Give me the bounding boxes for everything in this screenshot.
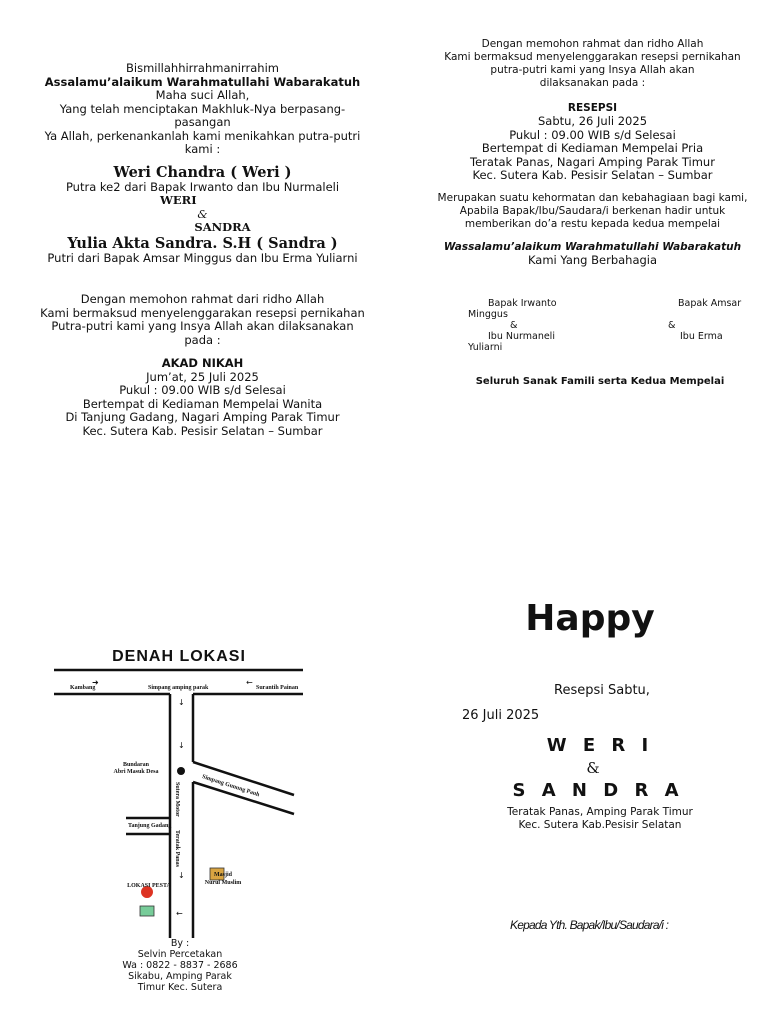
bride-full-name: Yulia Akta Sandra. S.H ( Sandra ) bbox=[67, 234, 338, 252]
intro-line-3: putra-putri kami yang Insya Allah akan dilaksanakan pada : bbox=[490, 64, 695, 89]
prayer-line: Ya Allah, perkenankanlah kami menikahkan putra-putri kami : bbox=[44, 128, 361, 156]
label-surantih: Surantih Painan bbox=[256, 685, 299, 691]
cover-date: 26 Juli 2025 bbox=[462, 708, 540, 723]
groom-parents: Putra ke2 dari Bapak Irwanto dan Ibu Nurmaleli bbox=[65, 179, 340, 194]
honor-line-1: Merupakan suatu kehormatan dan kebahagiaan bagi kami, bbox=[437, 191, 748, 204]
arrow-right-icon: ➜ bbox=[92, 678, 99, 687]
cover-amp: & bbox=[586, 759, 600, 777]
recipient-label: Kepada Yth. Bapak/Ibu/Saudara/i : bbox=[510, 918, 669, 932]
label-lokasi: LOKASI PESTA bbox=[127, 883, 171, 889]
resepsi-time: Pukul : 09.00 WIB s/d Selesai bbox=[509, 127, 676, 142]
label-sutera: Sutera Motor bbox=[174, 782, 180, 817]
bride-father: Bapak Amsar bbox=[678, 298, 742, 309]
printer-by: By : bbox=[170, 938, 190, 949]
cover-address-1: Teratak Panas, Amping Parak Timur bbox=[507, 806, 693, 818]
groom-father-cont: Minggus bbox=[468, 309, 508, 320]
closing-salam: Wassalamu’alaikum Warahmatullahi Wabarakatuh bbox=[443, 240, 742, 253]
label-simpang-gunung: Simpang Gunung Pauh bbox=[201, 774, 261, 799]
happy-family-label: Kami Yang Berbahagia bbox=[527, 252, 658, 267]
honor-line-2: Apabila Bapak/Ibu/Saudara/i berkenan hadir untuk bbox=[459, 204, 726, 217]
akad-place-3: Kec. Sutera Kab. Pesisir Selatan – Sumbar bbox=[82, 423, 323, 438]
label-kambang: Kambang bbox=[70, 685, 96, 691]
arrow-down-icon: ↓ bbox=[178, 741, 185, 750]
arrow-left-icon: ← bbox=[246, 678, 253, 687]
label-teratak: Teratak Panas bbox=[174, 830, 180, 867]
intro-line-1: Dengan memohon rahmat dan ridho Allah bbox=[481, 38, 704, 50]
bride-mother: Ibu Erma bbox=[680, 331, 723, 342]
resepsi-title: RESEPSI bbox=[567, 102, 618, 114]
location-map bbox=[48, 640, 310, 940]
family-block-groom bbox=[468, 298, 588, 353]
happy-title: Happy bbox=[525, 598, 655, 639]
groom-mother: Ibu Nurmaneli bbox=[488, 331, 555, 342]
label-masjid-1: Masjid bbox=[214, 872, 232, 878]
resepsi-date: Sabtu, 26 Juli 2025 bbox=[537, 114, 648, 128]
resepsi-place-3: Kec. Sutera Kab. Pesisir Selatan – Sumbar bbox=[472, 168, 713, 182]
bride-short-name: SANDRA bbox=[194, 220, 251, 234]
bride-parents: Putri dari Bapak Amsar Minggus dan Ibu Erma Yuliarni bbox=[47, 250, 358, 265]
groom-mother-cont: Yuliarni bbox=[468, 342, 503, 353]
akad-place-1: Bertempat di Kediaman Mempelai Wanita bbox=[82, 396, 323, 411]
arrow-left-icon: ← bbox=[176, 909, 183, 918]
akad-title: AKAD NIKAH bbox=[161, 356, 244, 370]
bismillah: Bismillahhirrahmanirrahim bbox=[126, 61, 279, 75]
ampersand: & bbox=[197, 206, 208, 221]
roundabout-icon bbox=[177, 767, 185, 775]
label-bundaran-1: Bundaran bbox=[122, 762, 149, 768]
label-masjid-2: Nurul Muslim bbox=[204, 880, 242, 886]
printer-addr-2: Timur Kec. Sutera bbox=[137, 982, 223, 993]
printer-info bbox=[100, 938, 260, 993]
salam: Assalamu’alaikum Warahmatullahi Wabarakatuh bbox=[44, 74, 361, 89]
akad-date: Jum’at, 25 Juli 2025 bbox=[146, 369, 259, 384]
map-title: DENAH LOKASI bbox=[112, 648, 246, 665]
akad-place-2: Di Tanjung Gadang, Nagari Amping Parak Timur bbox=[65, 410, 340, 424]
intro-line-2: Kami bermaksud menyelenggarakan resepsi pernikahan bbox=[40, 305, 365, 320]
honor-line-3: memberikan do’a restu kepada kedua mempelai bbox=[464, 217, 721, 230]
akad-time: Pukul : 09.00 WIB s/d Selesai bbox=[119, 383, 286, 397]
groom-father: Bapak Irwanto bbox=[488, 298, 557, 309]
bride-amp: & bbox=[668, 320, 676, 331]
intro-line-2: Kami bermaksud menyelenggarakan resepsi pernikahan bbox=[444, 51, 741, 63]
label-simpang: Simpang amping parak bbox=[148, 685, 209, 691]
arrow-down-icon: ↓ bbox=[178, 871, 185, 880]
resepsi-place-2: Teratak Panas, Nagari Amping Parak Timur bbox=[470, 154, 715, 169]
label-tanjung: Tanjung Gadang bbox=[128, 823, 172, 829]
cover-groom: W E R I bbox=[546, 735, 654, 756]
label-bundaran-2: Abri Masuk Desa bbox=[113, 769, 159, 775]
groom-amp: & bbox=[510, 320, 518, 331]
right-invitation-text bbox=[425, 38, 760, 267]
groom-full-name: Weri Chandra ( Weri ) bbox=[113, 163, 292, 181]
cover-resepsi: Resepsi Sabtu, bbox=[554, 683, 650, 698]
left-invitation-text bbox=[40, 62, 365, 438]
resepsi-place-1: Bertempat di Kediaman Mempelai Pria bbox=[481, 141, 704, 155]
printer-addr-1: Sikabu, Amping Parak bbox=[128, 971, 232, 982]
praise-line: Maha suci Allah, bbox=[155, 88, 250, 102]
house-icon bbox=[140, 906, 154, 916]
intro-line-1: Dengan memohon rahmat dari ridho Allah bbox=[80, 292, 325, 306]
groom-short-name: WERI bbox=[160, 193, 197, 207]
family-block-bride bbox=[668, 298, 758, 342]
creation-line: Yang telah menciptakan Makhluk-Nya berpasang-pasangan bbox=[59, 101, 346, 129]
printer-wa: Wa : 0822 - 8837 - 2686 bbox=[122, 960, 238, 971]
family-all: Seluruh Sanak Famili serta Kedua Mempelai bbox=[475, 376, 725, 387]
arrow-down-icon: ↓ bbox=[178, 698, 185, 707]
printer-name: Selvin Percetakan bbox=[137, 949, 223, 960]
cover-bride: S A N D R A bbox=[512, 780, 684, 801]
cover-address-2: Kec. Sutera Kab.Pesisir Selatan bbox=[518, 819, 682, 831]
intro-line-3: Putra-putri kami yang Insya Allah akan dilaksanakan pada : bbox=[51, 319, 354, 347]
